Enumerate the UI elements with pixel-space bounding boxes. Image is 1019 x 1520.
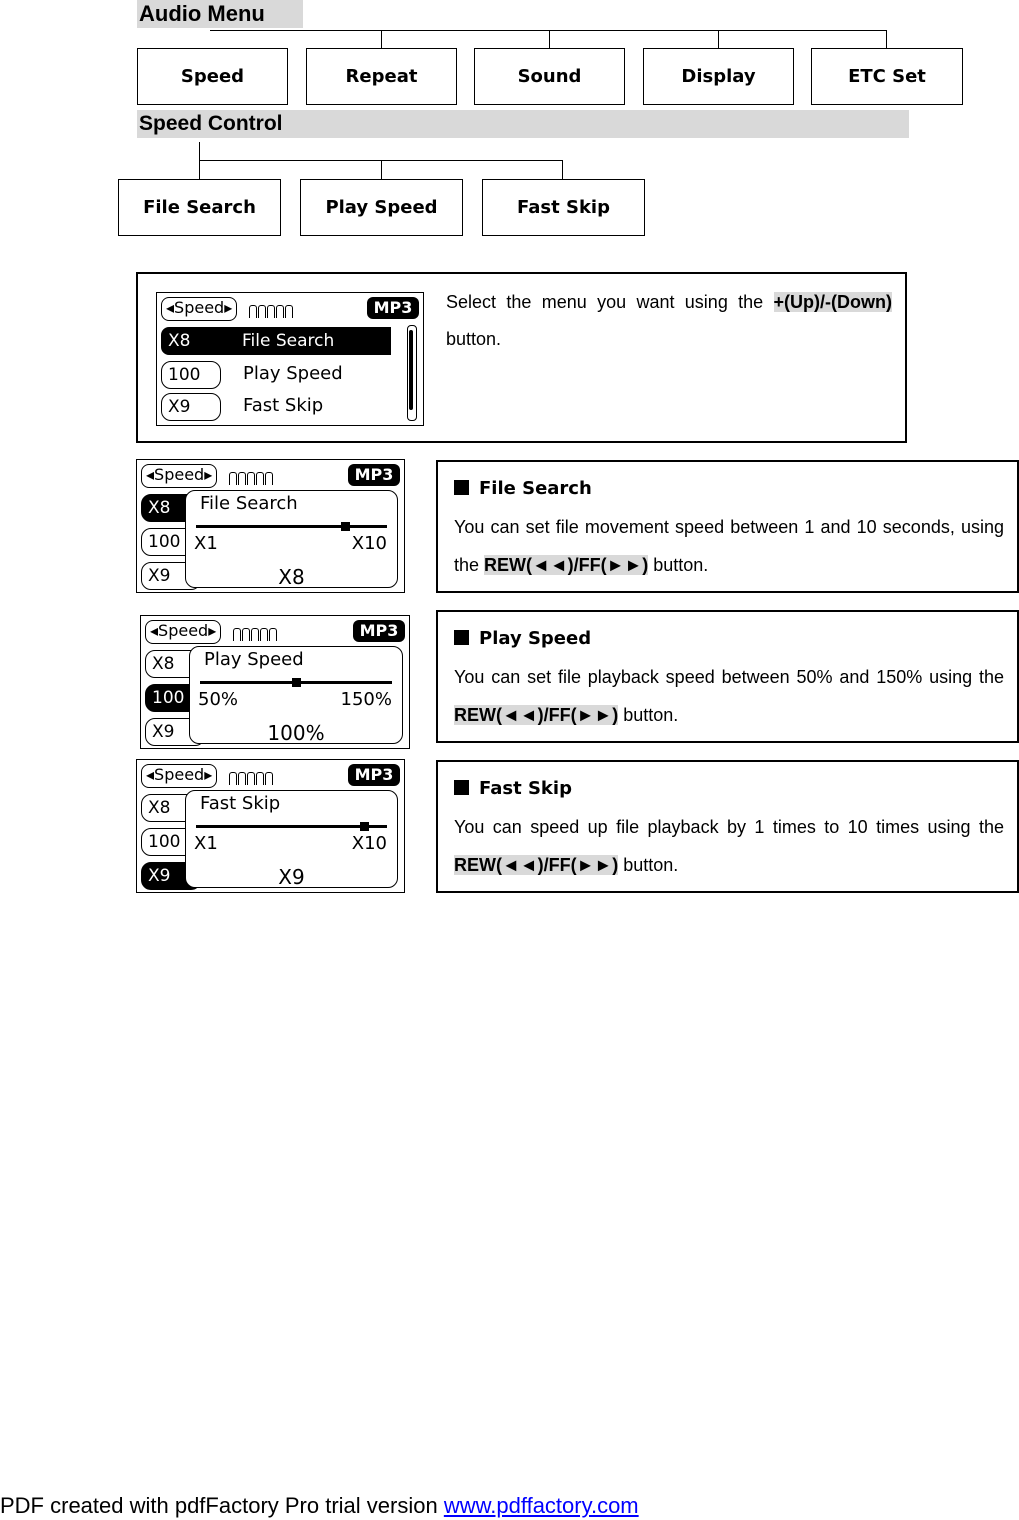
slider-current-value: 100%: [267, 721, 325, 745]
desc-panel-play-speed: [436, 610, 1019, 743]
lcd-tab-label: Speed: [154, 765, 205, 784]
slider-max-label: 150%: [340, 689, 392, 710]
speed-menu-panel: [136, 272, 907, 443]
lcd-pill: X8: [141, 794, 201, 822]
lcd-pill-value: 100: [168, 365, 201, 385]
audio-menu-title-text: Audio Menu: [139, 1, 265, 26]
lcd-popup: [185, 490, 398, 588]
section-title-text: File Search: [479, 478, 592, 499]
slider-track: [196, 825, 387, 828]
lcd-play-speed: [140, 615, 410, 749]
lcd-file-search: [136, 459, 405, 593]
slider-track: [200, 681, 392, 684]
speed-control-title: [137, 110, 909, 138]
menu-box-label: Play Speed: [325, 197, 438, 218]
main-panel-text: [446, 284, 892, 358]
desc-text: button.: [446, 329, 502, 349]
desc-text: button.: [618, 855, 679, 875]
slider-track: [196, 525, 387, 528]
button-highlight: REW(◄◄)/FF(►►): [454, 855, 619, 875]
section-desc: [454, 508, 1004, 584]
connector-line: [718, 30, 719, 48]
lcd-tab: ◂Speed▸: [161, 297, 237, 321]
button-highlight: REW(◄◄)/FF(►►): [484, 555, 649, 575]
button-highlight: REW(◄◄)/FF(►►): [454, 705, 619, 725]
footer-link[interactable]: www.pdffactory.com: [443, 1493, 639, 1518]
desc-text: button.: [618, 705, 679, 725]
menu-box-label: ETC Set: [848, 66, 926, 87]
slider-min-label: X1: [194, 533, 218, 554]
menu-box-label: Display: [681, 66, 756, 87]
menu-box-label: Repeat: [345, 66, 418, 87]
section-title-text: Play Speed: [479, 628, 592, 649]
lcd-pill: [161, 393, 221, 421]
lcd-tab: ◂Speed▸: [141, 764, 217, 788]
menu-box-display: [643, 48, 794, 105]
lcd-item-label: Fast Skip: [243, 395, 324, 416]
desc-text: Select the menu you want using the: [446, 292, 774, 312]
connector-line: [381, 30, 382, 48]
menu-box-file-search: [118, 179, 281, 236]
speed-control-title-text: Speed Control: [139, 112, 283, 135]
section-desc: [454, 658, 1004, 734]
lcd-mp3-badge: MP3: [348, 764, 400, 786]
lcd-speed-menu: [156, 292, 424, 426]
menu-box-etc-set: [811, 48, 963, 105]
connector-line: [549, 30, 550, 48]
lcd-tab: ◂Speed▸: [141, 464, 217, 488]
connector-line: [562, 160, 563, 180]
square-bullet-icon: [454, 630, 469, 645]
square-bullet-icon: [454, 480, 469, 495]
lcd-stripes: [229, 470, 274, 484]
lcd-pill: [161, 327, 391, 355]
lcd-tab: ◂Speed▸: [145, 620, 221, 644]
menu-box-fast-skip: [482, 179, 645, 236]
lcd-pill: X8: [145, 650, 205, 678]
lcd-mp3-badge: MP3: [353, 620, 405, 642]
lcd-tab-label: Speed: [158, 621, 209, 640]
slider-min-label: 50%: [198, 689, 239, 710]
lcd-popup: [185, 790, 398, 888]
desc-text: You can set file playback speed between 50% and 150% using the: [454, 667, 1004, 687]
desc-panel-file-search: [436, 460, 1019, 593]
section-title: [454, 474, 592, 504]
slider-knob: [341, 522, 350, 531]
desc-text: You can set file movement speed between 1 and 10 seconds, using the: [454, 517, 1004, 575]
connector-line: [199, 142, 200, 180]
lcd-pill: X9: [141, 562, 201, 590]
lcd-mp3-badge: MP3: [348, 464, 400, 486]
desc-text: button.: [648, 555, 709, 575]
lcd-pill: X8: [141, 494, 201, 522]
lcd-stripes: [249, 303, 294, 317]
lcd-stripes: [229, 770, 274, 784]
section-title: [454, 624, 591, 654]
lcd-scrollbar: [407, 325, 417, 421]
button-highlight: +(Up)/-(Down): [773, 292, 892, 312]
section-title-text: Fast Skip: [479, 778, 572, 799]
lcd-tab-label: Speed: [154, 465, 205, 484]
desc-text: You can speed up file playback by 1 times to 10 times using the: [454, 817, 1004, 837]
section-desc: [454, 808, 1004, 884]
connector-line: [381, 160, 382, 180]
desc-panel-fast-skip: [436, 760, 1019, 893]
slider-min-label: X1: [194, 833, 218, 854]
lcd-item-label: Play Speed: [243, 363, 343, 384]
menu-box-label: Fast Skip: [517, 197, 610, 218]
connector-line: [886, 30, 887, 48]
menu-box-sound: [474, 48, 625, 105]
section-title: [454, 774, 572, 804]
menu-box-repeat: [306, 48, 457, 105]
popup-title: File Search: [200, 493, 298, 514]
menu-box-label: Speed: [180, 66, 245, 87]
lcd-pill-value: X9: [168, 397, 191, 417]
slider-current-value: X9: [278, 865, 305, 889]
lcd-fast-skip: [136, 759, 405, 893]
lcd-pill: [161, 361, 221, 389]
menu-box-label: File Search: [143, 197, 256, 218]
lcd-pill-value: X8: [168, 331, 191, 351]
menu-box-speed: [137, 48, 288, 105]
lcd-popup: [189, 646, 403, 744]
footer-text: PDF created with pdfFactory Pro trial version: [0, 1493, 444, 1518]
lcd-item-label: File Search: [242, 331, 335, 351]
popup-title: Fast Skip: [200, 793, 281, 814]
slider-max-label: X10: [351, 833, 387, 854]
lcd-stripes: [233, 626, 278, 640]
lcd-pill: 100: [141, 528, 201, 556]
pdf-footer: [0, 1493, 639, 1519]
lcd-mp3-badge: MP3: [367, 297, 419, 319]
slider-current-value: X8: [278, 565, 305, 589]
square-bullet-icon: [454, 780, 469, 795]
lcd-tab-label: Speed: [174, 298, 225, 317]
lcd-pill: 100: [141, 828, 201, 856]
audio-menu-title: [137, 0, 303, 28]
lcd-pill: X9: [141, 862, 201, 890]
slider-knob: [292, 678, 301, 687]
lcd-pill: 100: [145, 684, 205, 712]
popup-title: Play Speed: [204, 649, 304, 670]
menu-box-label: Sound: [517, 66, 582, 87]
menu-box-play-speed: [300, 179, 463, 236]
slider-knob: [360, 822, 369, 831]
slider-max-label: X10: [351, 533, 387, 554]
lcd-pill: X9: [145, 718, 205, 746]
